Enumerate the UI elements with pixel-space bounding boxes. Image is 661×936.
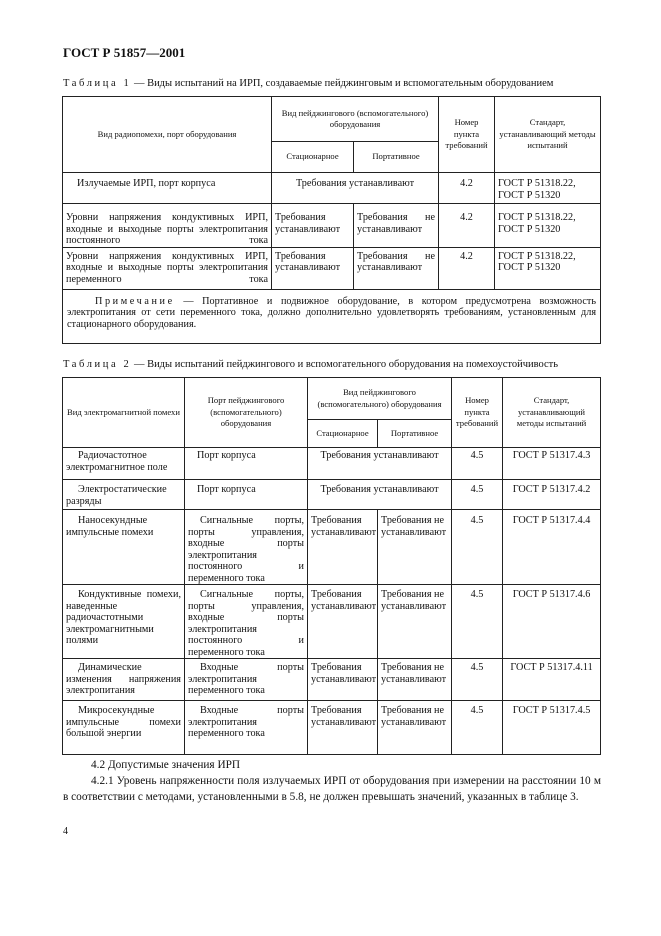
table2-cell-stationary: Требования устанавливают: [308, 701, 378, 755]
table2-cell-item: 4.5: [452, 510, 503, 585]
table2-cell-port: Входные порты электропитания переменного тока: [185, 701, 308, 755]
table1-header-standard: Стандарт, устанавливающий методы испытаний: [495, 97, 601, 173]
table2-cell-merged: Требования устанавливают: [308, 448, 452, 480]
table1-cell-portable: Требования не устанавливают: [354, 204, 439, 248]
table2-header-portable: Портативное: [378, 420, 452, 448]
table1-cell-standard: ГОСТ Р 51318.22, ГОСТ Р 51320: [495, 204, 601, 248]
table2-cell-item: 4.5: [452, 701, 503, 755]
table2-cell-stationary: Требования устанавливают: [308, 659, 378, 701]
table-row: [63, 247, 601, 289]
table2-header-stationary: Стационарное: [308, 420, 378, 448]
table2-cell-merged: Требования устанавливают: [308, 480, 452, 510]
table1-note: [63, 289, 601, 343]
table2-cell-port: Сигнальные порты, порты управления, входные порты электропитания постоянного и переменного тока: [185, 585, 308, 659]
table1-note-label: Примечание: [95, 295, 175, 307]
table1-header-portable: Портативное: [354, 142, 439, 173]
table2-cell-standard: ГОСТ Р 51317.4.11: [503, 659, 601, 701]
table1-cell-stationary: Требования устанавливают: [272, 204, 354, 248]
table2-header-item: Номер пункта требований: [452, 378, 503, 448]
table1-cell-portable: Требования не устанавливают: [354, 247, 439, 289]
table1-cell-merged: Требования устанавливают: [272, 173, 439, 204]
table-row: [63, 701, 601, 755]
table2-cell-item: 4.5: [452, 585, 503, 659]
table2-cell-port: Сигнальные порты, порты управления, входные порты электропитания постоянного и переменного тока: [185, 510, 308, 585]
table1-cell-name: Уровни напряжения кондуктивных ИРП, входные и выходные порты электропитания постоянного тока: [63, 204, 272, 248]
table2-cell-portable: Требования не устанавливают: [378, 585, 452, 659]
table2-header-type-group: Вид пейджингового (вспомогательного) оборудования: [308, 378, 452, 420]
table2-cell-standard: ГОСТ Р 51317.4.3: [503, 448, 601, 480]
table2-cell-item: 4.5: [452, 448, 503, 480]
table1-cell-standard: ГОСТ Р 51318.22, ГОСТ Р 51320: [495, 247, 601, 289]
table2-cell-stationary: Требования устанавливают: [308, 585, 378, 659]
table2-header-col2: Порт пейджингового (вспомогательного) оборудования: [185, 378, 308, 448]
table2-cell-portable: Требования не устанавливают: [378, 659, 452, 701]
table2-cell-port: Входные порты электропитания переменного тока: [185, 659, 308, 701]
table1-cell-item: 4.2: [439, 247, 495, 289]
table2-cell-name: Наносекундные импульсные помехи: [63, 510, 185, 585]
table1-caption-label: Таблица 1: [63, 78, 132, 89]
table2-caption-text: — Виды испытаний пейджингового и вспомогательного оборудования на помехоустойчивость: [133, 359, 559, 370]
table1-cell-item: 4.2: [439, 204, 495, 248]
table1-header-col1: Вид радиопомехи, порт оборудования: [63, 97, 272, 173]
table2-cell-standard: ГОСТ Р 51317.4.6: [503, 585, 601, 659]
table2-cell-item: 4.5: [452, 659, 503, 701]
table2-cell-standard: ГОСТ Р 51317.4.2: [503, 480, 601, 510]
table1-header-type-group: Вид пейджингового (вспомогательного) оборудования: [272, 97, 439, 142]
table1-note-text: — Портативное и подвижное оборудование, в котором предусмотрена возможность электропитания от сети переменного тока, должно дополнительно удовлетворять требованиям, установленным для стационарного оборудования.: [67, 295, 597, 330]
table2-cell-standard: ГОСТ Р 51317.4.5: [503, 701, 601, 755]
table2-cell-name: Динамические изменения напряжения электропитания: [63, 659, 185, 701]
table2-cell-port: Порт корпуса: [185, 448, 308, 480]
table2-cell-item: 4.5: [452, 480, 503, 510]
section-paragraph: 4.2.1 Уровень напряженности поля излучаемых ИРП от оборудования при измерении на расстоянии 10 м в соответствии с методами, установленными в 5.8, не должен превышать значений, указанных в таблице 3.: [63, 775, 601, 803]
table2-cell-name: Электростатические разряды: [63, 480, 185, 510]
table-row: [63, 173, 601, 204]
table1-caption-text: — Виды испытаний на ИРП, создаваемые пейджинговым и вспомогательным оборудованием: [133, 78, 554, 89]
document-title: ГОСТ Р 51857—2001: [63, 45, 186, 60]
table2-cell-port: Порт корпуса: [185, 480, 308, 510]
table-row: [63, 204, 601, 248]
table1-cell-name: Уровни напряжения кондуктивных ИРП, входные и выходные порты электропитания переменного тока: [63, 247, 272, 289]
table1: [62, 96, 601, 344]
table2-cell-name: Микросекундные импульсные помехи большой энергии: [63, 701, 185, 755]
table-row: [63, 659, 601, 701]
table2-header-col1: Вид электромагнитной помехи: [63, 378, 185, 448]
table2-cell-name: Радиочастотное электромагнитное поле: [63, 448, 185, 480]
table1-cell-standard: ГОСТ Р 51318.22, ГОСТ Р 51320: [495, 173, 601, 204]
table2-caption: [63, 359, 558, 370]
table2-cell-portable: Требования не устанавливают: [378, 510, 452, 585]
table-row: [63, 510, 601, 585]
table2-cell-stationary: Требования устанавливают: [308, 510, 378, 585]
section-heading: 4.2 Допустимые значения ИРП: [91, 759, 241, 771]
table1-cell-item: 4.2: [439, 173, 495, 204]
table2-caption-label: Таблица 2: [63, 359, 132, 370]
table1-note-row: [63, 289, 601, 343]
table2-cell-name: Кондуктивные помехи, наведенные радиочастотными электромагнитными полями: [63, 585, 185, 659]
table2-cell-portable: Требования не устанавливают: [378, 701, 452, 755]
table-row: [63, 585, 601, 659]
table2-cell-standard: ГОСТ Р 51317.4.4: [503, 510, 601, 585]
table-row: [63, 480, 601, 510]
table1-cell-stationary: Требования устанавливают: [272, 247, 354, 289]
table1-header-item: Номер пункта требований: [439, 97, 495, 173]
table2: [62, 377, 601, 755]
table1-cell-name: Излучаемые ИРП, порт корпуса: [63, 173, 272, 204]
table2-header-standard: Стандарт, устанавливающий методы испытаний: [503, 378, 601, 448]
table1-header-stationary: Стационарное: [272, 142, 354, 173]
table1-caption: [63, 78, 553, 89]
page-number: 4: [63, 826, 68, 837]
table-row: [63, 448, 601, 480]
